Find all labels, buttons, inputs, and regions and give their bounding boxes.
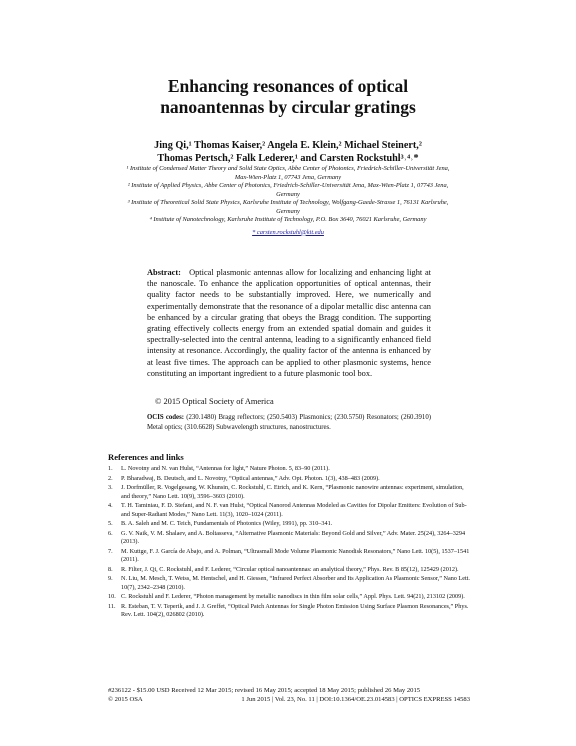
reference-text: B. A. Saleh and M. C. Teich, Fundamentals of Photonics (Wiley, 1991), pp. 310–341.	[121, 520, 333, 528]
abstract	[147, 267, 431, 379]
references-heading: References and links	[108, 452, 184, 462]
author-list	[40, 139, 536, 165]
reference-number: 3.	[108, 484, 113, 492]
footer-journal-line	[108, 696, 470, 705]
ocis-label: OCIS codes:	[147, 414, 184, 421]
reference-item	[108, 593, 470, 601]
authors-line-2: Thomas Pertsch,² Falk Lederer,¹ and Carsten Rockstuhl³˒⁴˒*	[157, 153, 419, 164]
ocis-text: (230.1480) Bragg reflectors; (250.5403) Plasmonics; (230.5750) Resonators; (260.3910) Metal optics; (310.6628) Subwavelength structures, nanostructures.	[147, 414, 431, 431]
reference-item	[108, 502, 470, 518]
copyright-notice: © 2015 Optical Society of America	[155, 397, 274, 406]
affiliations	[120, 165, 456, 237]
affiliation-2: ² Institute of Applied Physics, Abbe Center of Photonics, Friedrich-Schiller-Universität Jena, Max-Wien-Platz 1, 07743 Jena, Germany	[127, 182, 449, 198]
reference-number: 11.	[108, 603, 116, 611]
reference-number: 10.	[108, 593, 116, 601]
reference-number: 2.	[108, 474, 113, 482]
reference-item	[108, 475, 470, 483]
paper-title	[40, 76, 536, 118]
reference-text: R. Esteban, T. V. Teperik, and J. J. Greffet, “Optical Patch Antennas for Single Photon Emission Using Surface Plasmon Resonances,” Phys. Rev. Lett. 104(2), 026802 (2010).	[121, 603, 469, 619]
reference-item	[108, 484, 470, 500]
reference-text: L. Novotny and N. van Hulst, “Antennas for light,” Nature Photon. 5, 83–90 (2011).	[121, 465, 330, 472]
reference-number: 7.	[108, 547, 113, 555]
affiliation-3: ³ Institute of Theoretical Solid State Physics, Karlsruhe Institute of Technology, Wolfgang-Gaede-Strasse 1, 76131 Karlsruhe, Germany	[127, 199, 449, 215]
reference-list	[108, 465, 470, 621]
reference-number: 8.	[108, 565, 113, 573]
corresponding-email-link[interactable]: * carsten.rockstuhl@kit.edu	[252, 228, 324, 236]
affiliation-1: ¹ Institute of Condensed Matter Theory and Solid State Optics, Abbe Center of Photonics, Friedrich-Schiller-Universität Jena, Max-Wien-Platz 1, 07743 Jena, Germany	[126, 165, 450, 181]
title-line-2: nanoantennas by circular gratings	[160, 97, 416, 117]
footer-received-line: #236122 - $15.00 USD Received 12 Mar 2015; revised 16 May 2015; accepted 18 May 2015; published 26 May 2015	[108, 687, 421, 694]
reference-item	[108, 575, 470, 591]
reference-text: T. H. Taminiau, F. D. Stefani, and N. F. van Hulst, “Optical Nanorod Antennas Modeled as Cavities for Dipolar Emitters: Evolution of Sub- and Super-Radiant Modes,” Nano Lett. 11(3), 1020–1024 (2011).	[121, 502, 467, 518]
affiliation-4: ⁴ Institute of Nanotechnology, Karlsruhe Institute of Technology, P.O. Box 3640, 76021 Karlsruhe, Germany	[149, 216, 427, 223]
footer-citation: 1 Jun 2015 | Vol. 23, No. 11 | DOI:10.1364/OE.23.014583 | OPTICS EXPRESS 14583	[241, 695, 470, 703]
reference-number: 1.	[108, 465, 113, 472]
title-line-1: Enhancing resonances of optical	[167, 76, 409, 96]
abstract-label: Abstract:	[147, 268, 181, 277]
abstract-text: Optical plasmonic antennas allow for localizing and enhancing light at the nanoscale. To enhance the application opportunities of optical antennas, their quality factor needs to be substantially improved. Here, we numerically and experimentally demonstrate that the resonance of a dipolar metallic disc antenna can be enhanced by a circular grating that obeys the Bragg condition. The supporting grating effectively collects energy from an extended spatial domain and guides it spectrally-selected into the central antenna, leading to a significantly enhanced field intensity at resonance. Accordingly, the quality factor of the antenna is enhanced by at least five times. The approach can be applied to other plasmonic systems, hence constituting an important ingredient to a future plasmonic tool box.	[147, 268, 431, 378]
reference-item	[108, 465, 470, 473]
reference-item	[108, 520, 470, 528]
reference-item	[108, 548, 470, 564]
reference-number: 9.	[108, 575, 113, 583]
reference-text: C. Rockstuhl and F. Lederer, “Photon management by metallic nanodiscs in thin film solar cells,” Appl. Phys. Lett. 94(21), 213102 (2009).	[121, 593, 465, 601]
reference-text: G. V. Naik, V. M. Shalaev, and A. Boltasseva, “Alternative Plasmonic Materials: Beyond Gold and Silver,” Adv. Mater. 25(24), 3264–3294 (2013).	[121, 529, 466, 546]
reference-number: 4.	[108, 502, 113, 510]
reference-text: M. Kuttge, F. J. García de Abajo, and A. Polman, “Ultrasmall Mode Volume Plasmonic Nanodisk Resonators,” Nano Lett. 10(5), 1537–1541 (2011).	[121, 547, 470, 564]
authors-line-1: Jing Qi,¹ Thomas Kaiser,² Angela E. Klein,² Michael Steinert,²	[154, 140, 422, 151]
reference-item	[108, 530, 470, 546]
reference-text: J. Dorfmüller, R. Vogelgesang, W. Khunsin, C. Rockstuhl, C. Etrich, and K. Kern, “Plasmonic nanowire antennas: experiment, simulation, and theory,” Nano Lett. 10(9), 3596–3603 (2010).	[121, 484, 464, 500]
reference-text: R. Filter, J. Qi, C. Rockstuhl, and F. Lederer, “Circular optical nanoantennas: an analytical theory,” Phys. Rev. B 85(12), 125429 (2012).	[121, 565, 459, 573]
footer-copyright: © 2015 OSA	[108, 695, 143, 703]
reference-item	[108, 603, 470, 619]
reference-number: 5.	[108, 520, 113, 528]
ocis-codes	[147, 413, 431, 432]
reference-text: P. Bharadwaj, B. Deutsch, and L. Novotny, “Optical antennas,” Adv. Opt. Photon. 1(3), 438–483 (2009).	[121, 474, 380, 482]
reference-text: N. Liu, M. Mesch, T. Weiss, M. Hentschel, and H. Giessen, “Infrared Perfect Absorber and Its Application As Plasmonic Sensor,” Nano Lett. 10(7), 2342–2348 (2010).	[121, 575, 470, 591]
reference-item	[108, 566, 470, 574]
reference-number: 6.	[108, 529, 113, 537]
page-footer	[108, 687, 470, 704]
